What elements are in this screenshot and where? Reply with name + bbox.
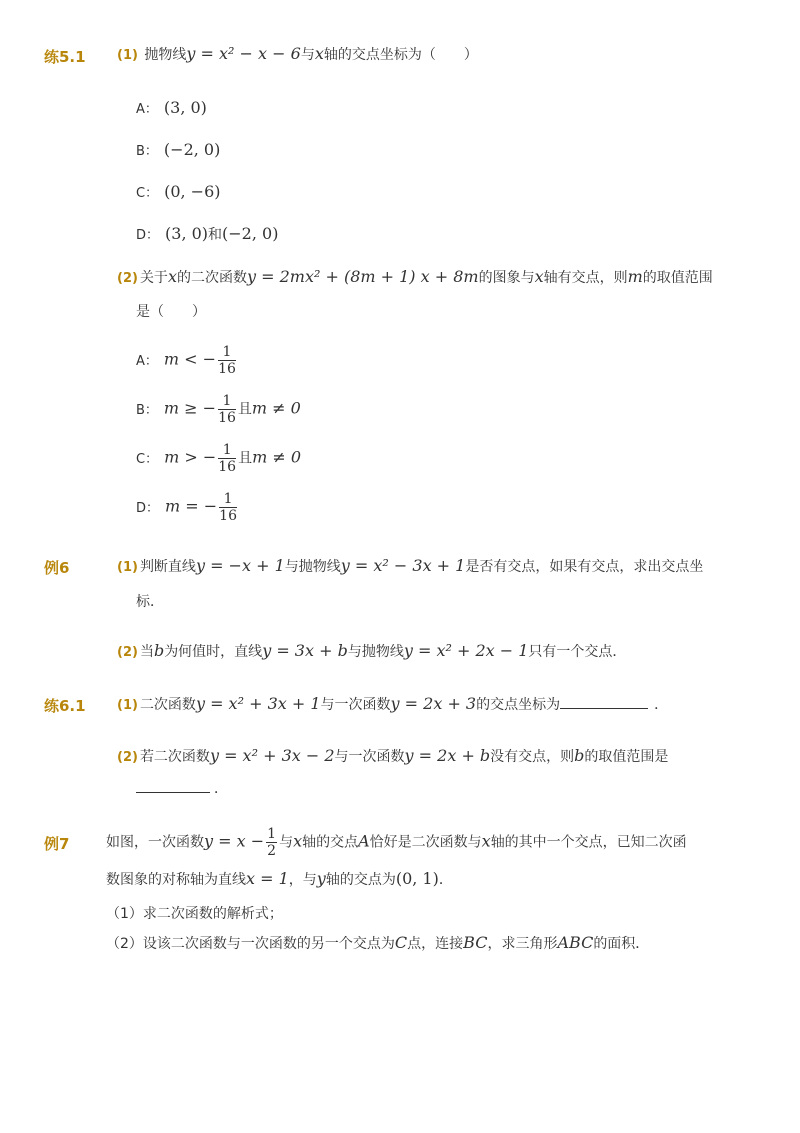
text: 与 (279, 834, 294, 851)
fraction (218, 344, 236, 377)
fraction (218, 442, 236, 475)
equation: y = x² − 3x + 1 (340, 556, 466, 575)
variable: b (153, 641, 165, 660)
text: 与一次函数 (334, 749, 405, 765)
equation: y = 2mx² + (8m + 1) x + 8m (246, 267, 479, 286)
option-label: A： (136, 353, 158, 369)
question-line-cont: 标． (136, 594, 164, 610)
text: 与 (300, 47, 315, 63)
answer-blank[interactable] (560, 696, 648, 709)
variable: x (534, 267, 544, 286)
text: 是否有交点，如果有交点，求出交点坐 (465, 559, 704, 575)
equation: y = x² + 2x − 1 (403, 641, 529, 660)
text: 关于 (139, 270, 168, 286)
text: 当 (139, 644, 154, 660)
question-number: (1) (117, 48, 138, 63)
question-number: (1) (117, 560, 138, 575)
text: 轴的交点 (302, 834, 359, 851)
sub-question (106, 933, 649, 953)
question-line (117, 746, 668, 766)
question-number: (2) (117, 645, 138, 660)
text: 的取值范围是 (584, 749, 669, 765)
text: 二次函数 (139, 697, 196, 713)
denominator: 16 (218, 361, 236, 377)
option-label: C： (136, 186, 159, 201)
exercise-tag: 练5.1 (44, 48, 86, 66)
text: 的取值范围 (642, 270, 713, 286)
text: 没有交点，则 (490, 749, 575, 765)
option-label: C： (136, 451, 159, 467)
equation: y = x² + 3x + 1 (195, 694, 321, 713)
example-tag: 例7 (44, 835, 70, 853)
equation: y = −x + 1 (195, 556, 285, 575)
option-b (136, 140, 220, 159)
equation: y = x² + 3x − 2 (209, 746, 335, 765)
numerator: 1 (218, 442, 236, 459)
text: 和 (208, 227, 223, 243)
question-line-cont (136, 778, 228, 798)
option-text: m ≥ − (163, 398, 217, 418)
text: ． (654, 697, 669, 713)
variable: A (358, 831, 370, 851)
text: 的图象与 (478, 270, 535, 286)
variable: x (481, 831, 491, 851)
option-label: B： (136, 402, 158, 418)
text: 判断直线 (139, 559, 196, 575)
problem-line (106, 826, 687, 859)
denominator: 2 (267, 843, 277, 859)
option-b (136, 393, 301, 426)
variable: C (394, 933, 408, 952)
numerator: 1 (218, 393, 236, 410)
variable: m (627, 267, 643, 286)
option-d (136, 491, 239, 524)
text: 抛物线 (144, 47, 187, 63)
option-text: m ≠ 0 (251, 398, 301, 418)
exercise-tag: 练6.1 (44, 697, 86, 715)
text: 如图，一次函数 (106, 834, 204, 851)
equation: y = 2x + 3 (390, 694, 477, 713)
text: 轴的其中一个交点，已知二次函 (490, 834, 687, 851)
option-a (136, 98, 207, 117)
denominator: 16 (218, 459, 237, 475)
equation: y = 3x + b (262, 641, 348, 660)
option-a (136, 344, 238, 377)
variable: x (314, 44, 324, 63)
variable: BC (463, 933, 488, 952)
text: 为何值时，直线 (164, 644, 263, 660)
option-label: D： (136, 500, 160, 516)
denominator: 16 (218, 410, 236, 426)
answer-blank[interactable] (136, 780, 210, 793)
text: 与抛物线 (347, 644, 404, 660)
option-d (136, 224, 278, 244)
option-c (136, 182, 221, 201)
option-text: m ≠ 0 (252, 447, 301, 467)
variable: b (574, 746, 585, 765)
text: 数图象的对称轴为直线 (106, 872, 246, 888)
option-label: D： (136, 228, 160, 243)
option-label: A： (136, 102, 158, 117)
question-line (117, 44, 478, 64)
text: 且 (237, 401, 252, 418)
option-label: B： (136, 144, 158, 159)
fraction (266, 826, 277, 859)
question-number: (2) (117, 750, 138, 765)
option-text: (−2, 0) (222, 224, 279, 243)
option-text: (0, −6) (164, 182, 221, 201)
fraction (218, 393, 236, 426)
question-line (117, 267, 713, 287)
equation: y = x² − x − 6 (186, 44, 301, 63)
question-line (117, 556, 703, 576)
question-number: (2) (117, 271, 138, 286)
equation: y = 2x + b (404, 746, 491, 765)
variable: x (167, 267, 177, 286)
option-c (136, 442, 301, 475)
text: 若二次函数 (139, 749, 210, 765)
text: 只有一个交点． (528, 644, 627, 660)
text: 的交点坐标为 (476, 697, 561, 713)
numerator: 1 (219, 491, 237, 508)
point: (0, 1) (395, 869, 439, 888)
equation: y = x − (204, 831, 265, 851)
denominator: 16 (219, 508, 237, 524)
text: ． (438, 872, 453, 888)
question-line-cont: 是（ ） (136, 304, 206, 320)
variable: y (316, 869, 326, 888)
text: 点，连接 (407, 936, 464, 952)
text: ． (214, 781, 228, 797)
text: 与一次函数 (320, 697, 391, 713)
text: 轴的交点坐标为（ ） (323, 47, 478, 63)
example-tag: 例6 (44, 559, 70, 577)
text: 的二次函数 (176, 270, 247, 286)
question-number: (1) (117, 698, 138, 713)
fraction (219, 491, 237, 524)
option-text: (−2, 0) (163, 140, 221, 159)
option-text: m < − (163, 349, 217, 369)
option-text: (3, 0) (165, 224, 209, 243)
sub-question: （1）求二次函数的解析式； (106, 906, 283, 922)
text: 且 (238, 450, 253, 467)
text: （2）设该二次函数与一次函数的另一个交点为 (106, 936, 395, 952)
problem-line (106, 869, 453, 889)
text: 轴的交点为 (325, 872, 396, 888)
question-line (117, 694, 668, 714)
text: ，与 (288, 872, 317, 888)
option-text: (3, 0) (163, 98, 207, 117)
text: 与抛物线 (284, 559, 341, 575)
variable: ABC (557, 933, 594, 952)
question-line (117, 641, 626, 661)
text: 的面积． (593, 936, 650, 952)
variable: x (293, 831, 303, 851)
equation: x = 1 (246, 869, 289, 888)
numerator: 1 (267, 826, 277, 842)
numerator: 1 (218, 344, 236, 361)
text: ，求三角形 (487, 936, 558, 952)
text: 轴有交点，则 (543, 270, 628, 286)
text: 恰好是二次函数与 (369, 834, 482, 851)
option-text: m > − (164, 447, 217, 467)
option-text: m = − (165, 496, 218, 516)
